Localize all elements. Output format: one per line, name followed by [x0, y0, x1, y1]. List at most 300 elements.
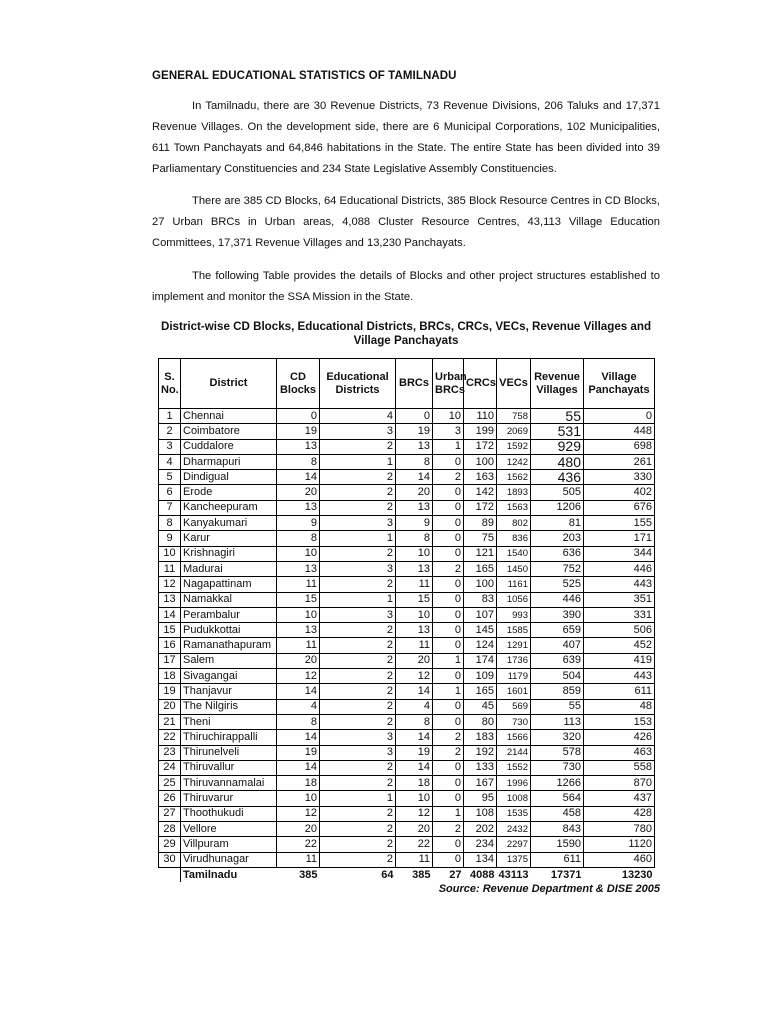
table-cell: 2: [433, 561, 464, 576]
table-total-row: [159, 867, 655, 882]
table-cell: 13: [277, 623, 320, 638]
table-cell: 1120: [584, 837, 655, 852]
table-cell: 15: [396, 592, 433, 607]
table-cell: 1562: [497, 470, 531, 485]
table-cell: 11: [396, 638, 433, 653]
paragraph-districts: In Tamilnadu, there are 30 Revenue Districts, 73 Revenue Divisions, 206 Taluks and 17,371 Revenue Villages. On the development side, there are 6 Municipal Corporations, 102 Municipalities, 611 Town Panchayats and 64,846 habitations in the State. The entire State has been divided into 39 Parliamentary Constituencies and 234 State Legislative Assembly Constituencies.: [152, 100, 660, 175]
table-cell: 1450: [497, 561, 531, 576]
table-cell: 20: [277, 653, 320, 668]
table-cell: 1375: [497, 852, 531, 867]
column-header: BRCs: [396, 359, 433, 409]
table-cell: 124: [464, 638, 497, 653]
table-cell: 1592: [497, 439, 531, 454]
table-cell: 2: [433, 822, 464, 837]
table-cell: 13: [277, 439, 320, 454]
table-cell: 19: [396, 745, 433, 760]
table-cell: 171: [584, 531, 655, 546]
table-cell: 100: [464, 454, 497, 469]
table-cell: Pudukkottai: [181, 623, 277, 638]
total-cell: 27: [433, 867, 464, 882]
table-cell: 1008: [497, 791, 531, 806]
table-row: [159, 837, 655, 852]
table-cell: 698: [584, 439, 655, 454]
district-statistics-table: [158, 358, 655, 882]
table-cell: 402: [584, 485, 655, 500]
table-cell: Madurai: [181, 561, 277, 576]
table-cell: 569: [497, 699, 531, 714]
table-cell: 13: [396, 561, 433, 576]
table-cell: 174: [464, 653, 497, 668]
table-cell: 12: [277, 669, 320, 684]
table-cell: 121: [464, 546, 497, 561]
table-cell: 10: [396, 607, 433, 622]
paragraph-table-intro: The following Table provides the details of Blocks and other project structures established to implement and monitor the SSA Mission in the State.: [152, 270, 660, 303]
column-header: Revenue Villages: [531, 359, 584, 409]
table-row: [159, 806, 655, 821]
table-row: [159, 485, 655, 500]
total-cell: 4088: [464, 867, 497, 882]
total-cell: 17371: [531, 867, 584, 882]
table-cell: 3: [320, 607, 396, 622]
table-row: [159, 439, 655, 454]
table-cell: 95: [464, 791, 497, 806]
table-cell: 446: [531, 592, 584, 607]
table-cell: 504: [531, 669, 584, 684]
table-row: [159, 577, 655, 592]
table-cell: 81: [531, 516, 584, 531]
table-cell: 15: [277, 592, 320, 607]
table-cell: 0: [433, 638, 464, 653]
table-cell: 611: [531, 852, 584, 867]
table-cell: 390: [531, 607, 584, 622]
table-cell: 20: [396, 485, 433, 500]
table-cell: 183: [464, 730, 497, 745]
table-cell: 12: [396, 806, 433, 821]
table-cell: Dindigual: [181, 470, 277, 485]
table-cell: 4: [320, 409, 396, 424]
table-cell: Theni: [181, 714, 277, 729]
table-cell: 2: [433, 730, 464, 745]
table-cell: 2: [320, 837, 396, 852]
table-cell: 163: [464, 470, 497, 485]
table-row: [159, 638, 655, 653]
table-cell: 153: [584, 714, 655, 729]
table-cell: 0: [433, 714, 464, 729]
table-cell: 2432: [497, 822, 531, 837]
table-cell: 531: [531, 424, 584, 439]
table-cell: 0: [396, 409, 433, 424]
table-cell: 1056: [497, 592, 531, 607]
table-cell: 1: [320, 592, 396, 607]
table-cell: 12: [396, 669, 433, 684]
table-cell: 802: [497, 516, 531, 531]
table-cell: Dharmapuri: [181, 454, 277, 469]
table-cell: 13: [396, 439, 433, 454]
table-cell: 133: [464, 760, 497, 775]
table-cell: 10: [433, 409, 464, 424]
table-cell: 1566: [497, 730, 531, 745]
table-cell: Nagapattinam: [181, 577, 277, 592]
table-cell: 1601: [497, 684, 531, 699]
table-cell: 426: [584, 730, 655, 745]
table-cell: 29: [159, 837, 181, 852]
table-cell: 9: [277, 516, 320, 531]
table-cell: 0: [433, 546, 464, 561]
table-cell: 75: [464, 531, 497, 546]
table-cell: 16: [159, 638, 181, 653]
table-cell: 1535: [497, 806, 531, 821]
table-cell: 636: [531, 546, 584, 561]
table-cell: 10: [277, 607, 320, 622]
table-row: [159, 546, 655, 561]
table-cell: 83: [464, 592, 497, 607]
table-cell: 1: [320, 454, 396, 469]
table-cell: 107: [464, 607, 497, 622]
table-cell: 80: [464, 714, 497, 729]
table-cell: 843: [531, 822, 584, 837]
table-cell: Vellore: [181, 822, 277, 837]
table-cell: 0: [433, 791, 464, 806]
total-cell: 13230: [584, 867, 655, 882]
table-cell: 165: [464, 684, 497, 699]
table-row: [159, 822, 655, 837]
table-cell: 11: [277, 638, 320, 653]
table-cell: 48: [584, 699, 655, 714]
table-cell: 1893: [497, 485, 531, 500]
column-header: S. No.: [159, 359, 181, 409]
table-row: [159, 684, 655, 699]
table-cell: 11: [277, 852, 320, 867]
table-cell: 109: [464, 669, 497, 684]
table-cell: 13: [396, 623, 433, 638]
table-cell: 3: [320, 730, 396, 745]
table-row: [159, 699, 655, 714]
table-cell: 0: [433, 607, 464, 622]
column-header: District: [181, 359, 277, 409]
total-cell: 43113: [497, 867, 531, 882]
table-cell: 14: [396, 684, 433, 699]
table-cell: 419: [584, 653, 655, 668]
table-cell: 13: [159, 592, 181, 607]
table-cell: 1: [433, 684, 464, 699]
table-cell: 2: [320, 623, 396, 638]
table-cell: 859: [531, 684, 584, 699]
table-cell: 9: [159, 531, 181, 546]
table-cell: 639: [531, 653, 584, 668]
table-cell: 17: [159, 653, 181, 668]
table-cell: 10: [396, 791, 433, 806]
table-cell: 0: [433, 623, 464, 638]
table-cell: Karur: [181, 531, 277, 546]
table-cell: 2: [320, 485, 396, 500]
table-cell: Virudhunagar: [181, 852, 277, 867]
table-cell: 18: [396, 776, 433, 791]
table-cell: Erode: [181, 485, 277, 500]
table-cell: 0: [277, 409, 320, 424]
table-cell: 2: [433, 745, 464, 760]
column-header: Village Panchayats: [584, 359, 655, 409]
table-cell: 11: [396, 852, 433, 867]
table-cell: 1: [159, 409, 181, 424]
table-cell: 30: [159, 852, 181, 867]
table-row: [159, 791, 655, 806]
table-cell: 19: [277, 745, 320, 760]
table-cell: 20: [396, 822, 433, 837]
table-cell: 14: [159, 607, 181, 622]
table-cell: 558: [584, 760, 655, 775]
total-cell: 64: [320, 867, 396, 882]
table-cell: Thiruvallur: [181, 760, 277, 775]
table-cell: 12: [277, 806, 320, 821]
table-cell: 27: [159, 806, 181, 821]
table-cell: 752: [531, 561, 584, 576]
table-cell: 436: [531, 470, 584, 485]
table-cell: 18: [277, 776, 320, 791]
table-cell: 2: [320, 684, 396, 699]
table-cell: Kancheepuram: [181, 500, 277, 515]
table-cell: 7: [159, 500, 181, 515]
total-cell: 385: [396, 867, 433, 882]
table-cell: Krishnagiri: [181, 546, 277, 561]
table-row: [159, 454, 655, 469]
table-cell: 15: [159, 623, 181, 638]
table-cell: 20: [159, 699, 181, 714]
table-cell: 25: [159, 776, 181, 791]
table-cell: 2: [320, 669, 396, 684]
table-cell: 505: [531, 485, 584, 500]
column-header: VECs: [497, 359, 531, 409]
table-cell: 12: [159, 577, 181, 592]
table-cell: 13: [277, 561, 320, 576]
table-cell: 443: [584, 669, 655, 684]
table-cell: 2: [320, 760, 396, 775]
table-cell: 1590: [531, 837, 584, 852]
table-cell: 611: [584, 684, 655, 699]
table-row: [159, 424, 655, 439]
table-cell: 1: [433, 439, 464, 454]
table-cell: 993: [497, 607, 531, 622]
table-cell: 1: [433, 806, 464, 821]
table-cell: 19: [159, 684, 181, 699]
table-cell: 320: [531, 730, 584, 745]
table-cell: 11: [396, 577, 433, 592]
table-cell: 929: [531, 439, 584, 454]
table-cell: 10: [277, 791, 320, 806]
paragraph-blocks: There are 385 CD Blocks, 64 Educational Districts, 385 Block Resource Centres in CD Blocks, 27 Urban BRCs in Urban areas, 4,088 Cluster Resource Centres, 43,113 Village Education Committees, 17,371 Revenue Villages and 13,230 Panchayats.: [152, 195, 660, 249]
source-note: Source: Revenue Department & DISE 2005: [438, 883, 660, 896]
table-cell: 3: [320, 424, 396, 439]
table-cell: 2: [320, 546, 396, 561]
table-cell: 351: [584, 592, 655, 607]
table-cell: 443: [584, 577, 655, 592]
table-cell: 331: [584, 607, 655, 622]
table-cell: 452: [584, 638, 655, 653]
table-cell: 0: [433, 454, 464, 469]
table-cell: 165: [464, 561, 497, 576]
table-cell: 19: [277, 424, 320, 439]
table-cell: 1: [320, 791, 396, 806]
table-cell: 730: [497, 714, 531, 729]
table-cell: 202: [464, 822, 497, 837]
table-cell: 1563: [497, 500, 531, 515]
table-cell: 3: [320, 745, 396, 760]
table-cell: 506: [584, 623, 655, 638]
table-cell: 10: [277, 546, 320, 561]
column-header: CRCs: [464, 359, 497, 409]
table-cell: 20: [277, 822, 320, 837]
table-row: [159, 516, 655, 531]
table-cell: Salem: [181, 653, 277, 668]
table-cell: 26: [159, 791, 181, 806]
table-row: [159, 531, 655, 546]
table-cell: 21: [159, 714, 181, 729]
table-cell: 18: [159, 669, 181, 684]
table-cell: 2: [320, 653, 396, 668]
table-cell: 14: [277, 684, 320, 699]
table-row: [159, 592, 655, 607]
table-cell: 2: [433, 470, 464, 485]
table-cell: Villpuram: [181, 837, 277, 852]
table-cell: 4: [159, 454, 181, 469]
table-cell: 24: [159, 760, 181, 775]
total-cell: 385: [277, 867, 320, 882]
table-row: [159, 852, 655, 867]
table-cell: 14: [396, 730, 433, 745]
table-cell: 4: [396, 699, 433, 714]
table-cell: 8: [396, 714, 433, 729]
table-cell: 113: [531, 714, 584, 729]
table-cell: 1242: [497, 454, 531, 469]
table-row: [159, 776, 655, 791]
table-cell: 14: [277, 730, 320, 745]
table-cell: 0: [433, 531, 464, 546]
table-cell: 0: [433, 500, 464, 515]
table-cell: 14: [396, 470, 433, 485]
table-cell: 11: [277, 577, 320, 592]
table-cell: 407: [531, 638, 584, 653]
table-cell: 10: [396, 546, 433, 561]
document-page: [152, 70, 660, 895]
table-row: [159, 653, 655, 668]
table-cell: 458: [531, 806, 584, 821]
table-cell: Thoothukudi: [181, 806, 277, 821]
table-cell: 2: [320, 806, 396, 821]
table-row: [159, 409, 655, 424]
table-cell: Thiruvarur: [181, 791, 277, 806]
table-cell: 11: [159, 561, 181, 576]
table-cell: 2: [320, 439, 396, 454]
table-cell: 578: [531, 745, 584, 760]
table-cell: 437: [584, 791, 655, 806]
table-cell: 0: [433, 669, 464, 684]
table-cell: 480: [531, 454, 584, 469]
table-cell: Kanyakumari: [181, 516, 277, 531]
table-row: [159, 745, 655, 760]
table-cell: 172: [464, 500, 497, 515]
table-cell: 55: [531, 699, 584, 714]
table-cell: 0: [433, 776, 464, 791]
table-row: [159, 561, 655, 576]
table-cell: 0: [433, 699, 464, 714]
table-cell: 22: [277, 837, 320, 852]
table-cell: 20: [396, 653, 433, 668]
table-cell: Cuddalore: [181, 439, 277, 454]
table-cell: 2: [320, 470, 396, 485]
table-cell: 10: [159, 546, 181, 561]
table-cell: 234: [464, 837, 497, 852]
table-cell: 3: [320, 516, 396, 531]
total-cell: Tamilnadu: [181, 867, 277, 882]
table-cell: 199: [464, 424, 497, 439]
table-cell: 45: [464, 699, 497, 714]
table-cell: 2: [159, 424, 181, 439]
table-cell: 344: [584, 546, 655, 561]
table-cell: 1585: [497, 623, 531, 638]
table-body: [159, 409, 655, 883]
table-cell: 1996: [497, 776, 531, 791]
table-cell: 330: [584, 470, 655, 485]
table-cell: Perambalur: [181, 607, 277, 622]
table-cell: 28: [159, 822, 181, 837]
table-cell: 730: [531, 760, 584, 775]
page-title: GENERAL EDUCATIONAL STATISTICS OF TAMILNADU: [152, 70, 457, 82]
table-cell: 22: [396, 837, 433, 852]
table-cell: 8: [159, 516, 181, 531]
table-cell: 836: [497, 531, 531, 546]
table-cell: 2: [320, 852, 396, 867]
table-cell: Ramanathapuram: [181, 638, 277, 653]
table-cell: Coimbatore: [181, 424, 277, 439]
table-cell: 145: [464, 623, 497, 638]
table-cell: Sivagangai: [181, 669, 277, 684]
table-cell: 2: [320, 699, 396, 714]
table-cell: 3: [433, 424, 464, 439]
table-row: [159, 714, 655, 729]
table-cell: 203: [531, 531, 584, 546]
table-cell: 446: [584, 561, 655, 576]
table-row: [159, 669, 655, 684]
table-cell: 4: [277, 699, 320, 714]
table-row: [159, 470, 655, 485]
table-row: [159, 607, 655, 622]
table-cell: 167: [464, 776, 497, 791]
table-cell: 22: [159, 730, 181, 745]
table-cell: 2297: [497, 837, 531, 852]
table-cell: 1179: [497, 669, 531, 684]
table-cell: 0: [584, 409, 655, 424]
table-cell: Thirunelveli: [181, 745, 277, 760]
table-row: [159, 760, 655, 775]
table-cell: 155: [584, 516, 655, 531]
table-cell: 780: [584, 822, 655, 837]
table-cell: 100: [464, 577, 497, 592]
table-cell: 8: [277, 454, 320, 469]
column-header: CD Blocks: [277, 359, 320, 409]
table-cell: 13: [396, 500, 433, 515]
table-row: [159, 500, 655, 515]
table-header-row: [159, 359, 655, 409]
table-cell: 1161: [497, 577, 531, 592]
table-cell: 2: [320, 500, 396, 515]
table-cell: 1291: [497, 638, 531, 653]
table-cell: 110: [464, 409, 497, 424]
column-header: Educational Districts: [320, 359, 396, 409]
column-header: Urban BRCs: [433, 359, 464, 409]
table-cell: 14: [277, 760, 320, 775]
table-cell: 1: [320, 531, 396, 546]
table-cell: 2: [320, 776, 396, 791]
table-cell: 463: [584, 745, 655, 760]
